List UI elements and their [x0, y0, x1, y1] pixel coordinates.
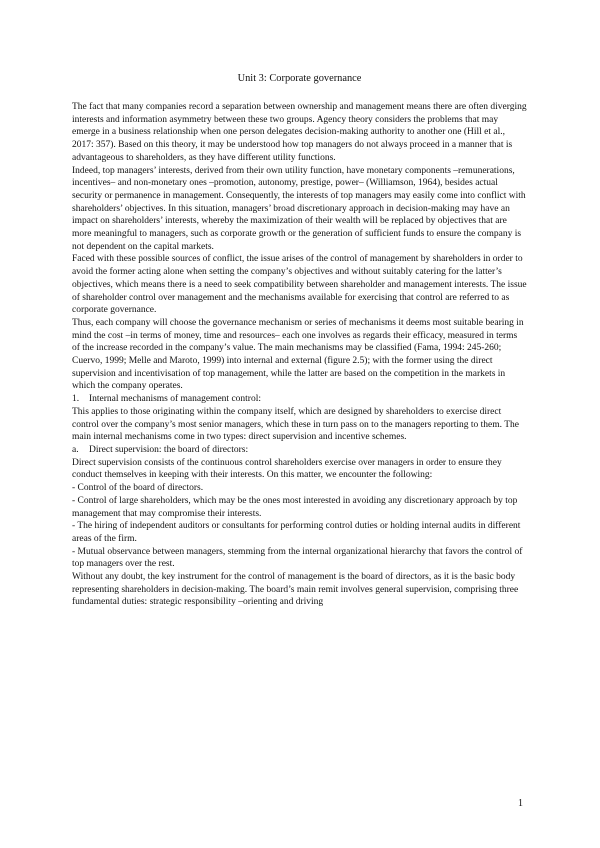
paragraph-direct-supervision: Direct supervision consists of the continuous control shareholders exercise over managers in order to ensure they conduct themselves in keeping with their interests. On this matter, we encounter the following:: [72, 457, 502, 481]
paragraph-internal-mechanisms: This applies to those originating within the company itself, which are designed by shareholders to exercise direct control over the company’s most senior managers, which these in turn pass on to the managers reporting to them. The main internal mechanisms come in two types: direct supervision and incentive schemes.: [72, 406, 520, 443]
subsection-heading-text: Direct supervision: the board of directors:: [89, 444, 249, 455]
list-item: - The hiring of independent auditors or consultants for performing control duties or holding internal audits in different areas of the firm.: [72, 521, 521, 544]
document-page: [72, 72, 527, 609]
document-title: Unit 3: Corporate governance: [237, 73, 362, 84]
section-heading-text: Internal mechanisms of management control:: [89, 394, 261, 405]
section-number: 1.: [72, 394, 80, 405]
section-heading-internal-mechanisms: [72, 393, 527, 406]
subsection-heading-direct-supervision: [72, 444, 527, 457]
paragraph-manager-interests: Indeed, top managers’ interests, derived from their own utility function, have monetary components –remunerations, incentives– and non-monetary ones –promotion, autonomy, prestige, power– (Williamson, 1964), besides actual security or permanence in management. Consequently, the interests of top managers may easily come into conflict with shareholders’ objectives. In this situation, managers’ broad discretionary approach in decision-making may have an impact on shareholders’ interests, whereby the maximization of their wealth will be replaced by objectives that are more meaningful to managers, such as corporate growth or the generation of sufficient funds to ensure the company is not dependent on the capital markets.: [72, 165, 526, 252]
paragraph-conflict-control: Faced with these possible sources of conflict, the issue arises of the control of management by shareholders in order to avoid the former acting alone when setting the company’s objectives and without suitably catering for the latter’s objectives, which means there is a need to seek compatibility between shareholder and management interests. The issue of shareholder control over management and the mechanisms available for exercising that control are referred to as corporate governance.: [72, 254, 527, 316]
list-item: - Control of large shareholders, which may be the ones most interested in avoiding any discretionary approach by top management that may compromise their interests.: [72, 495, 518, 519]
paragraph-agency-theory: The fact that many companies record a separation between ownership and management means there are often diverging interests and information asymmetry between these two groups. Agency theory considers the problems that may emerge in a business relationship when one person delegates decision-making authority to another one (Hill et al., 2017: 357). Based on this theory, it may be understood how top managers do not always proceed in a manner that is advantageous to shareholders, as they have different utility functions.: [72, 102, 527, 163]
list-item: - Mutual observance between managers, stemming from the internal organizational hierarchy that favors the control of top managers over the rest.: [72, 546, 523, 570]
document-body: [72, 101, 527, 609]
paragraph-board-of-directors: Without any doubt, the key instrument for the control of management is the board of directors, as it is the basic body representing shareholders in decision-making. The board’s main remit involves general supervision, comprising three fundamental duties: strategic responsibility –orienting and driving: [72, 572, 519, 608]
page-number: 1: [518, 798, 523, 809]
paragraph-mechanism-choice: Thus, each company will choose the governance mechanism or series of mechanisms it deems most suitable bearing in mind the cost –in terms of money, time and resources– each one involves as regards their efficacy, measured in terms of the increase recorded in the company’s value. The main mechanisms may be classified (Fama, 1994: 245-260; Cuervo, 1999; Melle and Maroto, 1999) into internal and external (figure 2.5); with the former using the direct supervision and incentivisation of top management, while the latter are based on the competition in the markets in which the company operates.: [72, 317, 524, 392]
subsection-letter: a.: [72, 444, 79, 455]
list-item: - Control of the board of directors.: [72, 483, 204, 494]
